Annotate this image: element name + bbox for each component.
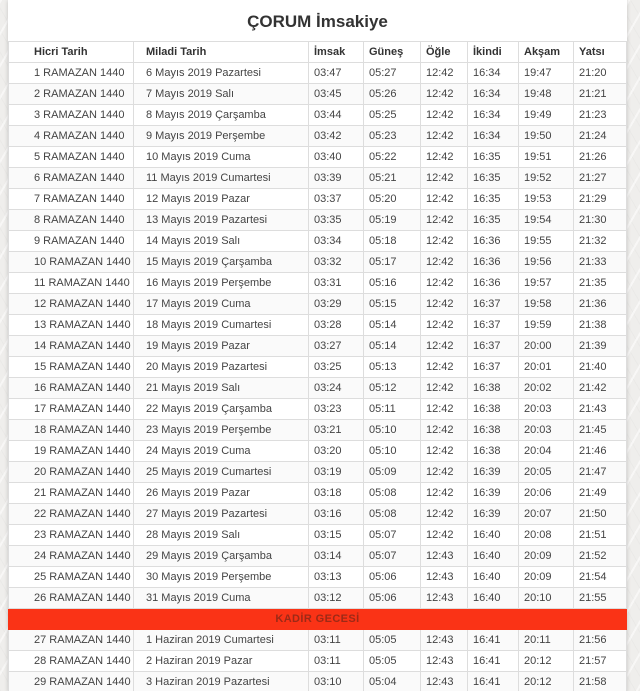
cell-ikindi: 16:34 <box>468 126 519 147</box>
cell-hicri-tarih: 13 RAMAZAN 1440 <box>9 315 134 336</box>
cell-ogle: 12:42 <box>421 504 468 525</box>
cell-miladi-tarih: 18 Mayıs 2019 Cumartesi <box>134 315 309 336</box>
cell-hicri-tarih: 6 RAMAZAN 1440 <box>9 168 134 189</box>
cell-hicri-tarih: 5 RAMAZAN 1440 <box>9 147 134 168</box>
cell-aksam: 19:48 <box>519 84 574 105</box>
cell-miladi-tarih: 20 Mayıs 2019 Pazartesi <box>134 357 309 378</box>
table-header-row <box>9 42 627 63</box>
cell-yatsi: 21:21 <box>574 84 627 105</box>
cell-imsak: 03:11 <box>309 651 364 672</box>
cell-ogle: 12:43 <box>421 672 468 691</box>
cell-ikindi: 16:35 <box>468 168 519 189</box>
cell-aksam: 20:08 <box>519 525 574 546</box>
cell-imsak: 03:25 <box>309 357 364 378</box>
cell-imsak: 03:31 <box>309 273 364 294</box>
cell-miladi-tarih: 29 Mayıs 2019 Çarşamba <box>134 546 309 567</box>
cell-miladi-tarih: 14 Mayıs 2019 Salı <box>134 231 309 252</box>
table-row <box>9 147 627 168</box>
cell-ikindi: 16:41 <box>468 651 519 672</box>
cell-gunes: 05:21 <box>364 168 421 189</box>
cell-ogle: 12:43 <box>421 546 468 567</box>
cell-hicri-tarih: 4 RAMAZAN 1440 <box>9 126 134 147</box>
kadir-gecesi-banner <box>9 609 627 630</box>
table-row <box>9 294 627 315</box>
cell-imsak: 03:12 <box>309 588 364 609</box>
cell-miladi-tarih: 24 Mayıs 2019 Cuma <box>134 441 309 462</box>
cell-aksam: 20:10 <box>519 588 574 609</box>
cell-gunes: 05:25 <box>364 105 421 126</box>
table-row <box>9 273 627 294</box>
cell-hicri-tarih: 23 RAMAZAN 1440 <box>9 525 134 546</box>
cell-yatsi: 21:23 <box>574 105 627 126</box>
col-header-hicri-tarih: Hicri Tarih <box>9 42 134 63</box>
cell-miladi-tarih: 27 Mayıs 2019 Pazartesi <box>134 504 309 525</box>
cell-gunes: 05:12 <box>364 378 421 399</box>
col-header-ikindi: İkindi <box>468 42 519 63</box>
cell-yatsi: 21:55 <box>574 588 627 609</box>
cell-gunes: 05:08 <box>364 504 421 525</box>
cell-ogle: 12:43 <box>421 651 468 672</box>
cell-ogle: 12:42 <box>421 315 468 336</box>
cell-gunes: 05:07 <box>364 546 421 567</box>
table-row <box>9 84 627 105</box>
cell-ikindi: 16:40 <box>468 546 519 567</box>
cell-yatsi: 21:39 <box>574 336 627 357</box>
cell-imsak: 03:23 <box>309 399 364 420</box>
col-header-miladi-tarih: Miladi Tarih <box>134 42 309 63</box>
cell-aksam: 20:09 <box>519 546 574 567</box>
cell-ikindi: 16:36 <box>468 252 519 273</box>
cell-ikindi: 16:38 <box>468 399 519 420</box>
cell-yatsi: 21:57 <box>574 651 627 672</box>
cell-ikindi: 16:37 <box>468 357 519 378</box>
cell-miladi-tarih: 1 Haziran 2019 Cumartesi <box>134 630 309 651</box>
table-row <box>9 567 627 588</box>
cell-ogle: 12:42 <box>421 357 468 378</box>
table-row <box>9 63 627 84</box>
cell-gunes: 05:18 <box>364 231 421 252</box>
cell-imsak: 03:27 <box>309 336 364 357</box>
cell-imsak: 03:18 <box>309 483 364 504</box>
cell-gunes: 05:04 <box>364 672 421 691</box>
cell-ikindi: 16:37 <box>468 315 519 336</box>
cell-aksam: 19:50 <box>519 126 574 147</box>
cell-gunes: 05:19 <box>364 210 421 231</box>
cell-miladi-tarih: 25 Mayıs 2019 Cumartesi <box>134 462 309 483</box>
col-header-aksam: Akşam <box>519 42 574 63</box>
cell-ogle: 12:42 <box>421 147 468 168</box>
cell-hicri-tarih: 26 RAMAZAN 1440 <box>9 588 134 609</box>
cell-aksam: 20:01 <box>519 357 574 378</box>
cell-imsak: 03:13 <box>309 567 364 588</box>
cell-yatsi: 21:36 <box>574 294 627 315</box>
cell-ikindi: 16:41 <box>468 630 519 651</box>
cell-ogle: 12:42 <box>421 63 468 84</box>
cell-hicri-tarih: 8 RAMAZAN 1440 <box>9 210 134 231</box>
cell-aksam: 20:02 <box>519 378 574 399</box>
cell-ikindi: 16:40 <box>468 567 519 588</box>
cell-ogle: 12:42 <box>421 126 468 147</box>
cell-miladi-tarih: 3 Haziran 2019 Pazartesi <box>134 672 309 691</box>
cell-hicri-tarih: 25 RAMAZAN 1440 <box>9 567 134 588</box>
cell-miladi-tarih: 11 Mayıs 2019 Cumartesi <box>134 168 309 189</box>
imsakiye-table <box>8 41 627 691</box>
cell-imsak: 03:44 <box>309 105 364 126</box>
table-body <box>9 63 627 691</box>
cell-imsak: 03:39 <box>309 168 364 189</box>
cell-ikindi: 16:39 <box>468 483 519 504</box>
cell-imsak: 03:42 <box>309 126 364 147</box>
cell-imsak: 03:35 <box>309 210 364 231</box>
cell-ikindi: 16:37 <box>468 336 519 357</box>
cell-miladi-tarih: 13 Mayıs 2019 Pazartesi <box>134 210 309 231</box>
cell-miladi-tarih: 28 Mayıs 2019 Salı <box>134 525 309 546</box>
cell-aksam: 20:03 <box>519 420 574 441</box>
cell-gunes: 05:05 <box>364 651 421 672</box>
cell-miladi-tarih: 16 Mayıs 2019 Perşembe <box>134 273 309 294</box>
cell-ikindi: 16:35 <box>468 210 519 231</box>
cell-gunes: 05:06 <box>364 567 421 588</box>
cell-hicri-tarih: 2 RAMAZAN 1440 <box>9 84 134 105</box>
cell-gunes: 05:27 <box>364 63 421 84</box>
cell-hicri-tarih: 29 RAMAZAN 1440 <box>9 672 134 691</box>
table-row <box>9 546 627 567</box>
cell-gunes: 05:14 <box>364 336 421 357</box>
cell-yatsi: 21:51 <box>574 525 627 546</box>
cell-imsak: 03:45 <box>309 84 364 105</box>
cell-imsak: 03:19 <box>309 462 364 483</box>
cell-gunes: 05:05 <box>364 630 421 651</box>
cell-ogle: 12:42 <box>421 420 468 441</box>
cell-ikindi: 16:38 <box>468 420 519 441</box>
cell-aksam: 20:07 <box>519 504 574 525</box>
cell-aksam: 19:52 <box>519 168 574 189</box>
cell-gunes: 05:07 <box>364 525 421 546</box>
cell-ogle: 12:42 <box>421 483 468 504</box>
table-row <box>9 168 627 189</box>
cell-imsak: 03:21 <box>309 420 364 441</box>
cell-gunes: 05:09 <box>364 462 421 483</box>
col-header-ogle: Öğle <box>421 42 468 63</box>
cell-ikindi: 16:35 <box>468 189 519 210</box>
cell-ikindi: 16:34 <box>468 105 519 126</box>
cell-imsak: 03:32 <box>309 252 364 273</box>
cell-hicri-tarih: 9 RAMAZAN 1440 <box>9 231 134 252</box>
cell-ikindi: 16:34 <box>468 84 519 105</box>
cell-miladi-tarih: 6 Mayıs 2019 Pazartesi <box>134 63 309 84</box>
cell-miladi-tarih: 21 Mayıs 2019 Salı <box>134 378 309 399</box>
cell-yatsi: 21:52 <box>574 546 627 567</box>
table-row <box>9 210 627 231</box>
cell-yatsi: 21:43 <box>574 399 627 420</box>
cell-ogle: 12:42 <box>421 231 468 252</box>
cell-yatsi: 21:38 <box>574 315 627 336</box>
cell-hicri-tarih: 1 RAMAZAN 1440 <box>9 63 134 84</box>
cell-ikindi: 16:38 <box>468 378 519 399</box>
cell-miladi-tarih: 9 Mayıs 2019 Perşembe <box>134 126 309 147</box>
cell-gunes: 05:20 <box>364 189 421 210</box>
cell-hicri-tarih: 21 RAMAZAN 1440 <box>9 483 134 504</box>
cell-hicri-tarih: 16 RAMAZAN 1440 <box>9 378 134 399</box>
page-title: ÇORUM İmsakiye <box>247 12 388 31</box>
cell-ikindi: 16:37 <box>468 294 519 315</box>
cell-ikindi: 16:36 <box>468 273 519 294</box>
cell-hicri-tarih: 18 RAMAZAN 1440 <box>9 420 134 441</box>
cell-aksam: 20:05 <box>519 462 574 483</box>
table-row <box>9 588 627 609</box>
cell-ogle: 12:42 <box>421 273 468 294</box>
cell-aksam: 20:04 <box>519 441 574 462</box>
table-row <box>9 630 627 651</box>
cell-miladi-tarih: 23 Mayıs 2019 Perşembe <box>134 420 309 441</box>
cell-imsak: 03:40 <box>309 147 364 168</box>
cell-imsak: 03:34 <box>309 231 364 252</box>
cell-hicri-tarih: 24 RAMAZAN 1440 <box>9 546 134 567</box>
cell-ogle: 12:42 <box>421 189 468 210</box>
table-row <box>9 105 627 126</box>
cell-gunes: 05:16 <box>364 273 421 294</box>
cell-yatsi: 21:35 <box>574 273 627 294</box>
cell-aksam: 20:12 <box>519 672 574 691</box>
cell-yatsi: 21:50 <box>574 504 627 525</box>
cell-yatsi: 21:27 <box>574 168 627 189</box>
cell-aksam: 19:47 <box>519 63 574 84</box>
cell-miladi-tarih: 31 Mayıs 2019 Cuma <box>134 588 309 609</box>
cell-yatsi: 21:54 <box>574 567 627 588</box>
cell-gunes: 05:08 <box>364 483 421 504</box>
cell-aksam: 20:09 <box>519 567 574 588</box>
table-row <box>9 126 627 147</box>
cell-imsak: 03:28 <box>309 315 364 336</box>
cell-ikindi: 16:36 <box>468 231 519 252</box>
cell-aksam: 19:58 <box>519 294 574 315</box>
cell-miladi-tarih: 19 Mayıs 2019 Pazar <box>134 336 309 357</box>
cell-miladi-tarih: 17 Mayıs 2019 Cuma <box>134 294 309 315</box>
cell-miladi-tarih: 30 Mayıs 2019 Perşembe <box>134 567 309 588</box>
cell-miladi-tarih: 8 Mayıs 2019 Çarşamba <box>134 105 309 126</box>
cell-ogle: 12:43 <box>421 588 468 609</box>
cell-aksam: 20:12 <box>519 651 574 672</box>
table-row <box>9 672 627 691</box>
cell-gunes: 05:13 <box>364 357 421 378</box>
cell-yatsi: 21:20 <box>574 63 627 84</box>
cell-hicri-tarih: 27 RAMAZAN 1440 <box>9 630 134 651</box>
cell-gunes: 05:23 <box>364 126 421 147</box>
cell-aksam: 19:49 <box>519 105 574 126</box>
cell-aksam: 19:59 <box>519 315 574 336</box>
cell-ogle: 12:42 <box>421 252 468 273</box>
cell-aksam: 19:56 <box>519 252 574 273</box>
cell-hicri-tarih: 17 RAMAZAN 1440 <box>9 399 134 420</box>
table-row <box>9 378 627 399</box>
cell-hicri-tarih: 10 RAMAZAN 1440 <box>9 252 134 273</box>
cell-ogle: 12:42 <box>421 84 468 105</box>
cell-gunes: 05:22 <box>364 147 421 168</box>
cell-yatsi: 21:46 <box>574 441 627 462</box>
cell-imsak: 03:11 <box>309 630 364 651</box>
cell-gunes: 05:10 <box>364 441 421 462</box>
cell-aksam: 19:53 <box>519 189 574 210</box>
cell-aksam: 20:06 <box>519 483 574 504</box>
cell-yatsi: 21:58 <box>574 672 627 691</box>
cell-yatsi: 21:26 <box>574 147 627 168</box>
cell-hicri-tarih: 3 RAMAZAN 1440 <box>9 105 134 126</box>
cell-yatsi: 21:45 <box>574 420 627 441</box>
cell-ogle: 12:43 <box>421 630 468 651</box>
table-row <box>9 231 627 252</box>
cell-imsak: 03:37 <box>309 189 364 210</box>
cell-hicri-tarih: 20 RAMAZAN 1440 <box>9 462 134 483</box>
cell-ikindi: 16:34 <box>468 63 519 84</box>
cell-miladi-tarih: 15 Mayıs 2019 Çarşamba <box>134 252 309 273</box>
cell-ogle: 12:43 <box>421 567 468 588</box>
cell-miladi-tarih: 22 Mayıs 2019 Çarşamba <box>134 399 309 420</box>
cell-imsak: 03:14 <box>309 546 364 567</box>
cell-hicri-tarih: 22 RAMAZAN 1440 <box>9 504 134 525</box>
cell-imsak: 03:10 <box>309 672 364 691</box>
imsakiye-card <box>8 0 627 691</box>
table-row <box>9 462 627 483</box>
cell-yatsi: 21:24 <box>574 126 627 147</box>
col-header-gunes: Güneş <box>364 42 421 63</box>
table-row <box>9 525 627 546</box>
cell-aksam: 20:11 <box>519 630 574 651</box>
cell-ogle: 12:42 <box>421 105 468 126</box>
cell-imsak: 03:20 <box>309 441 364 462</box>
cell-imsak: 03:15 <box>309 525 364 546</box>
cell-miladi-tarih: 10 Mayıs 2019 Cuma <box>134 147 309 168</box>
cell-aksam: 19:54 <box>519 210 574 231</box>
cell-imsak: 03:24 <box>309 378 364 399</box>
cell-ikindi: 16:35 <box>468 147 519 168</box>
cell-ikindi: 16:39 <box>468 462 519 483</box>
cell-aksam: 19:57 <box>519 273 574 294</box>
cell-gunes: 05:17 <box>364 252 421 273</box>
cell-aksam: 20:00 <box>519 336 574 357</box>
cell-ikindi: 16:40 <box>468 525 519 546</box>
table-row <box>9 336 627 357</box>
cell-miladi-tarih: 2 Haziran 2019 Pazar <box>134 651 309 672</box>
cell-yatsi: 21:29 <box>574 189 627 210</box>
cell-hicri-tarih: 28 RAMAZAN 1440 <box>9 651 134 672</box>
cell-hicri-tarih: 14 RAMAZAN 1440 <box>9 336 134 357</box>
cell-yatsi: 21:47 <box>574 462 627 483</box>
cell-ogle: 12:42 <box>421 336 468 357</box>
cell-yatsi: 21:32 <box>574 231 627 252</box>
cell-gunes: 05:10 <box>364 420 421 441</box>
cell-yatsi: 21:33 <box>574 252 627 273</box>
cell-gunes: 05:26 <box>364 84 421 105</box>
table-row <box>9 399 627 420</box>
table-row <box>9 315 627 336</box>
cell-gunes: 05:15 <box>364 294 421 315</box>
cell-hicri-tarih: 12 RAMAZAN 1440 <box>9 294 134 315</box>
cell-ogle: 12:42 <box>421 378 468 399</box>
cell-ogle: 12:42 <box>421 462 468 483</box>
cell-ogle: 12:42 <box>421 294 468 315</box>
cell-aksam: 19:55 <box>519 231 574 252</box>
cell-imsak: 03:16 <box>309 504 364 525</box>
table-row <box>9 504 627 525</box>
cell-aksam: 19:51 <box>519 147 574 168</box>
table-row <box>9 441 627 462</box>
kadir-gecesi-label: KADİR GECESİ <box>9 609 627 630</box>
cell-ikindi: 16:40 <box>468 588 519 609</box>
table-row <box>9 420 627 441</box>
cell-aksam: 20:03 <box>519 399 574 420</box>
cell-yatsi: 21:49 <box>574 483 627 504</box>
cell-ogle: 12:42 <box>421 210 468 231</box>
table-row <box>9 357 627 378</box>
table-row <box>9 252 627 273</box>
cell-yatsi: 21:30 <box>574 210 627 231</box>
col-header-yatsi: Yatsı <box>574 42 627 63</box>
cell-yatsi: 21:40 <box>574 357 627 378</box>
cell-gunes: 05:11 <box>364 399 421 420</box>
cell-miladi-tarih: 7 Mayıs 2019 Salı <box>134 84 309 105</box>
cell-yatsi: 21:56 <box>574 630 627 651</box>
cell-miladi-tarih: 26 Mayıs 2019 Pazar <box>134 483 309 504</box>
cell-yatsi: 21:42 <box>574 378 627 399</box>
cell-hicri-tarih: 11 RAMAZAN 1440 <box>9 273 134 294</box>
cell-ogle: 12:42 <box>421 525 468 546</box>
col-header-imsak: İmsak <box>309 42 364 63</box>
cell-imsak: 03:47 <box>309 63 364 84</box>
table-row <box>9 483 627 504</box>
table-row <box>9 651 627 672</box>
cell-miladi-tarih: 12 Mayıs 2019 Pazar <box>134 189 309 210</box>
cell-ogle: 12:42 <box>421 441 468 462</box>
cell-hicri-tarih: 7 RAMAZAN 1440 <box>9 189 134 210</box>
cell-gunes: 05:06 <box>364 588 421 609</box>
table-row <box>9 189 627 210</box>
cell-hicri-tarih: 15 RAMAZAN 1440 <box>9 357 134 378</box>
cell-ikindi: 16:38 <box>468 441 519 462</box>
cell-ikindi: 16:41 <box>468 672 519 691</box>
cell-ikindi: 16:39 <box>468 504 519 525</box>
cell-imsak: 03:29 <box>309 294 364 315</box>
cell-ogle: 12:42 <box>421 399 468 420</box>
cell-ogle: 12:42 <box>421 168 468 189</box>
cell-hicri-tarih: 19 RAMAZAN 1440 <box>9 441 134 462</box>
cell-gunes: 05:14 <box>364 315 421 336</box>
